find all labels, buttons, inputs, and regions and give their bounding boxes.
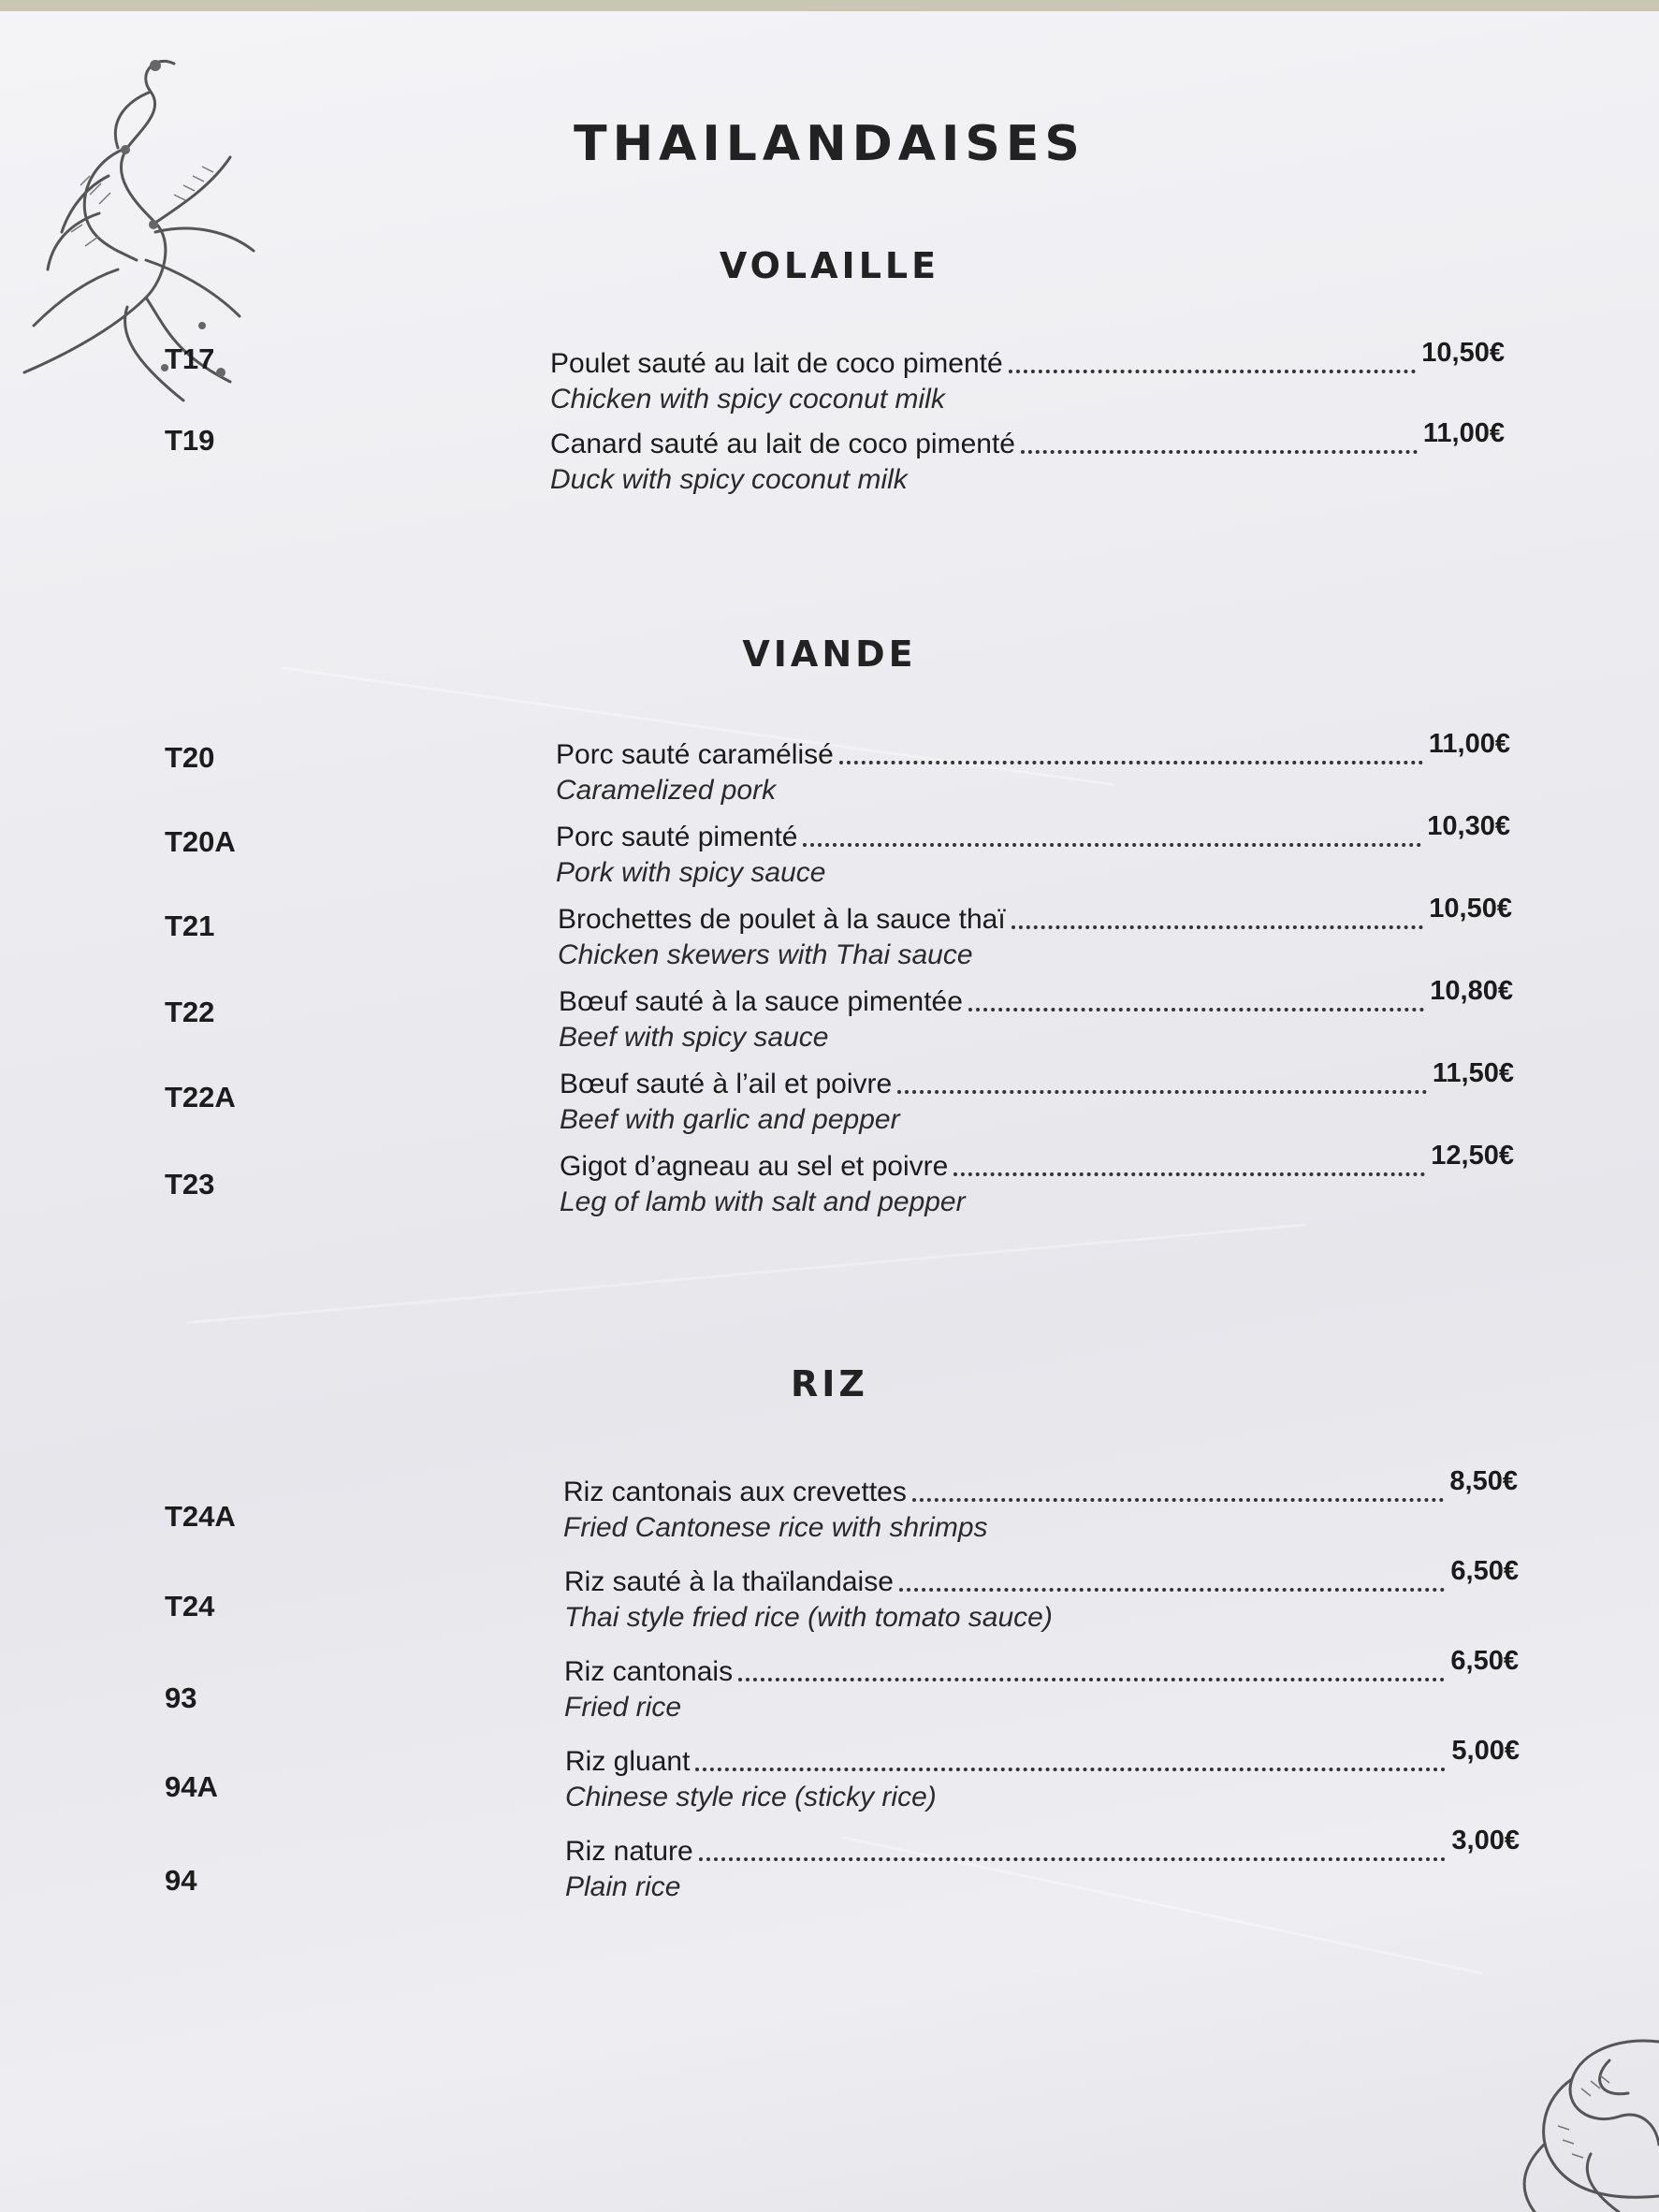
item-name: Riz gluant [565,1746,691,1777]
menu-item [550,338,1505,432]
item-english-name: Fried Cantonese rice with shrimps [563,1512,988,1543]
item-english-name: Chinese style rice (sticky rice) [565,1782,937,1812]
menu-item [560,1058,1514,1153]
section-title-riz: RIZ [791,1363,868,1404]
section-title-volaille: VOLAILLE [719,245,940,286]
dot-leader [899,1588,1446,1592]
item-english-name: Beef with garlic and pepper [560,1104,900,1135]
item-code: T20A [165,825,236,858]
item-english-name: Plain rice [565,1871,681,1902]
dot-leader [699,1857,1447,1861]
item-name: Bœuf sauté à la sauce pimentée [559,986,963,1017]
item-name: Riz cantonais [564,1656,734,1687]
item-english-name: Thai style fried rice (with tomato sauce) [564,1602,1053,1633]
dot-leader [1009,370,1417,373]
dot-leader [912,1498,1445,1502]
item-name: Porc sauté caramélisé [556,739,834,770]
item-english-name: Caramelized pork [556,775,777,806]
item-english-name: Chicken with spicy coconut milk [550,384,945,415]
item-code: T23 [165,1168,215,1201]
item-name: Brochettes de poulet à la sauce thaï [558,904,1006,935]
item-price: 11,50€ [1432,1058,1514,1088]
menu-item [565,1826,1520,1920]
item-english-name: Pork with spicy sauce [556,857,826,888]
item-price: 11,00€ [1428,729,1510,759]
phoenix-ornament-icon [15,45,268,410]
item-price: 10,80€ [1430,976,1513,1006]
menu-item [560,1141,1514,1235]
item-english-name: Chicken skewers with Thai sauce [558,939,973,970]
dot-leader [695,1768,1446,1771]
dot-leader [803,843,1421,847]
item-price: 11,00€ [1422,418,1505,448]
item-code: T19 [165,424,215,457]
item-code: T24A [165,1500,236,1533]
dragon-ornament-icon [1478,2023,1659,2212]
menu-item [565,1736,1520,1830]
item-price: 6,50€ [1450,1646,1519,1676]
menu-item [564,1556,1519,1651]
menu-item [563,1466,1518,1561]
item-code: T17 [165,342,215,375]
dot-leader [953,1172,1425,1176]
item-price: 10,50€ [1421,338,1505,368]
item-name: Riz sauté à la thaïlandaise [564,1566,894,1597]
item-code: T20 [165,741,215,774]
paper-crease [187,1223,1306,1324]
item-price: 10,30€ [1427,811,1510,841]
menu-item [556,811,1510,906]
menu-item [550,418,1505,513]
item-name: Porc sauté pimenté [556,822,798,852]
item-code: T24 [165,1590,215,1623]
item-code: 93 [165,1681,197,1714]
menu-item [558,894,1512,988]
item-price: 8,50€ [1449,1466,1518,1496]
item-code: 94 [165,1864,197,1897]
item-name: Riz nature [565,1836,693,1867]
item-name: Canard sauté au lait de coco pimenté [550,429,1015,459]
menu-item [559,976,1513,1070]
item-english-name: Duck with spicy coconut milk [550,464,908,495]
item-price: 6,50€ [1450,1556,1519,1586]
item-price: 12,50€ [1431,1141,1514,1171]
item-code: T21 [165,910,215,942]
menu-title: THAILANDAISES [574,116,1085,172]
item-code: 94A [165,1770,218,1803]
item-price: 5,00€ [1451,1736,1520,1766]
item-code: T22A [165,1081,236,1113]
dot-leader [738,1678,1445,1681]
menu-page [0,11,1659,2212]
item-price: 10,50€ [1429,894,1512,924]
item-code: T22 [165,996,215,1028]
item-english-name: Beef with spicy sauce [559,1022,829,1053]
dot-leader [839,761,1423,764]
item-name: Gigot d’agneau au sel et poivre [560,1151,949,1182]
item-english-name: Leg of lamb with salt and pepper [560,1186,966,1217]
item-english-name: Fried rice [564,1692,682,1723]
dot-leader [1021,450,1418,454]
dot-leader [968,1008,1424,1011]
item-name: Riz cantonais aux crevettes [563,1477,907,1507]
section-title-viande: VIANDE [742,633,917,675]
item-name: Bœuf sauté à l’ail et poivre [560,1069,893,1099]
menu-item [556,729,1510,823]
item-name: Poulet sauté au lait de coco pimenté [550,348,1003,379]
dot-leader [1011,925,1424,929]
item-price: 3,00€ [1451,1826,1520,1855]
dot-leader [897,1090,1427,1094]
menu-item [564,1646,1519,1740]
